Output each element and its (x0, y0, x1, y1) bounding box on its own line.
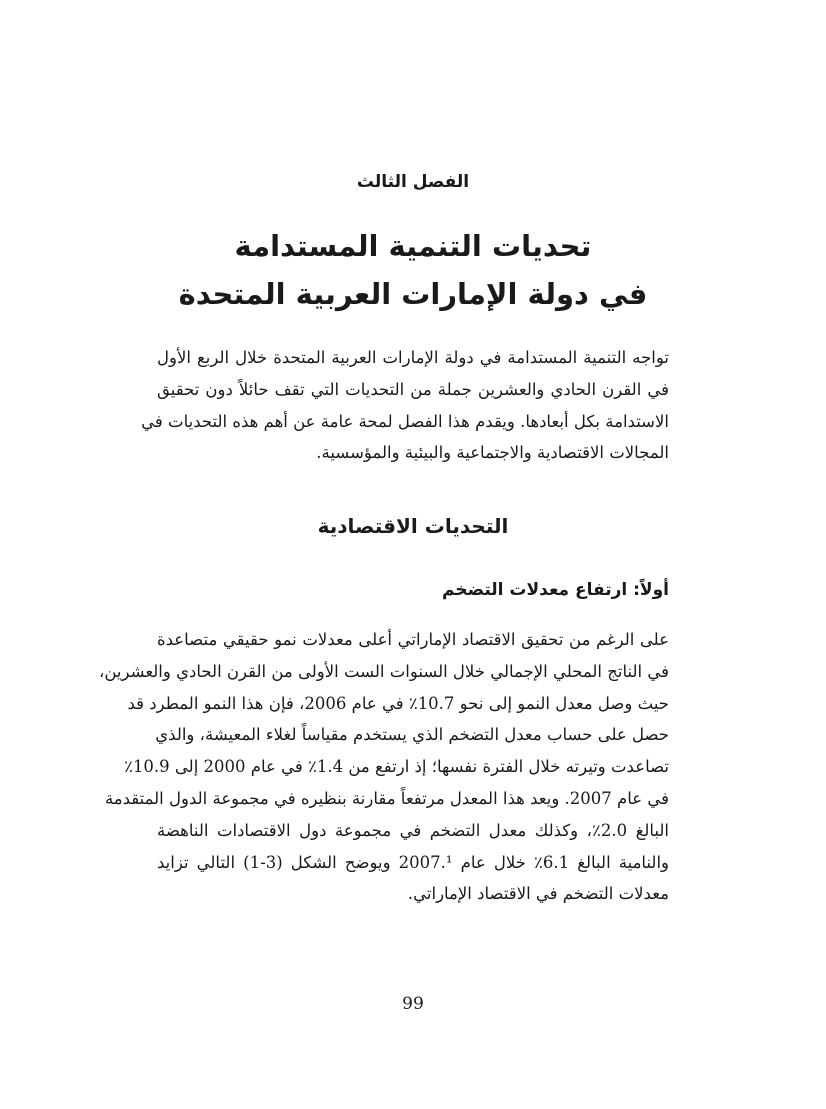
paragraph-line: في الناتج المحلي الإجمالي خلال السنوات الست الأولى من القرن الحادي والعشرين، (99, 661, 669, 681)
paragraph-line: تواجه التنمية المستدامة في دولة الإمارات العربية المتحدة خلال الربع الأول (157, 348, 669, 367)
paragraph-line: في القرن الحادي والعشرين جملة من التحديات التي تقف حائلاً دون تحقيق (157, 379, 669, 399)
chapter-label: الفصل الثالث (356, 172, 470, 192)
paragraph-line: والنامية البالغ 6.1٪ خلال عام 2007.¹ ويوضح الشكل (3-1) التالي تزايد (157, 852, 670, 872)
paragraph-line: على الرغم من تحقيق الاقتصاد الإماراتي أعلى معدلات نمو حقيقي متصاعدة (157, 630, 669, 649)
body-paragraph (99, 624, 670, 910)
paragraph-line: تصاعدت وتيرته خلال الفترة نفسها؛ إذ ارتفع من 1.4٪ في عام 2000 إلى 10.9٪ (124, 757, 669, 777)
paragraph-line: البالغ 2.0٪، وكذلك معدل التضخم في مجموعة دول الاقتصادات الناهضة (157, 820, 669, 840)
paragraph-line: الاستدامة بكل أبعادها. ويقدم هذا الفصل لمحة عامة عن أهم هذه التحديات في (141, 411, 669, 431)
paragraph-line: حصل على حساب معدل التضخم الذي يستخدم مقياساً لغلاء المعيشة، والذي (155, 725, 669, 745)
chapter-title-line-2: في دولة الإمارات العربية المتحدة (178, 277, 648, 311)
intro-paragraph (141, 342, 669, 469)
page-number: 99 (402, 994, 424, 1014)
paragraph-line: المجالات الاقتصادية والاجتماعية والبيئية والمؤسسية. (316, 443, 669, 463)
paragraph-line: حيث وصل معدل النمو إلى نحو 10.7٪ في عام 2006، فإن هذا النمو المطرد قد (127, 693, 669, 713)
section-heading: التحديات الاقتصادية (317, 514, 509, 538)
paragraph-line: في عام 2007. ويعد هذا المعدل مرتفعاً مقارنة بنظيره في مجموعة الدول المتقدمة (104, 788, 669, 808)
chapter-title-line-1: تحديات التنمية المستدامة (234, 229, 592, 263)
paragraph-line: معدلات التضخم في الاقتصاد الإماراتي. (407, 884, 669, 904)
subheading: أولاً: ارتفاع معدلات التضخم (441, 580, 669, 600)
